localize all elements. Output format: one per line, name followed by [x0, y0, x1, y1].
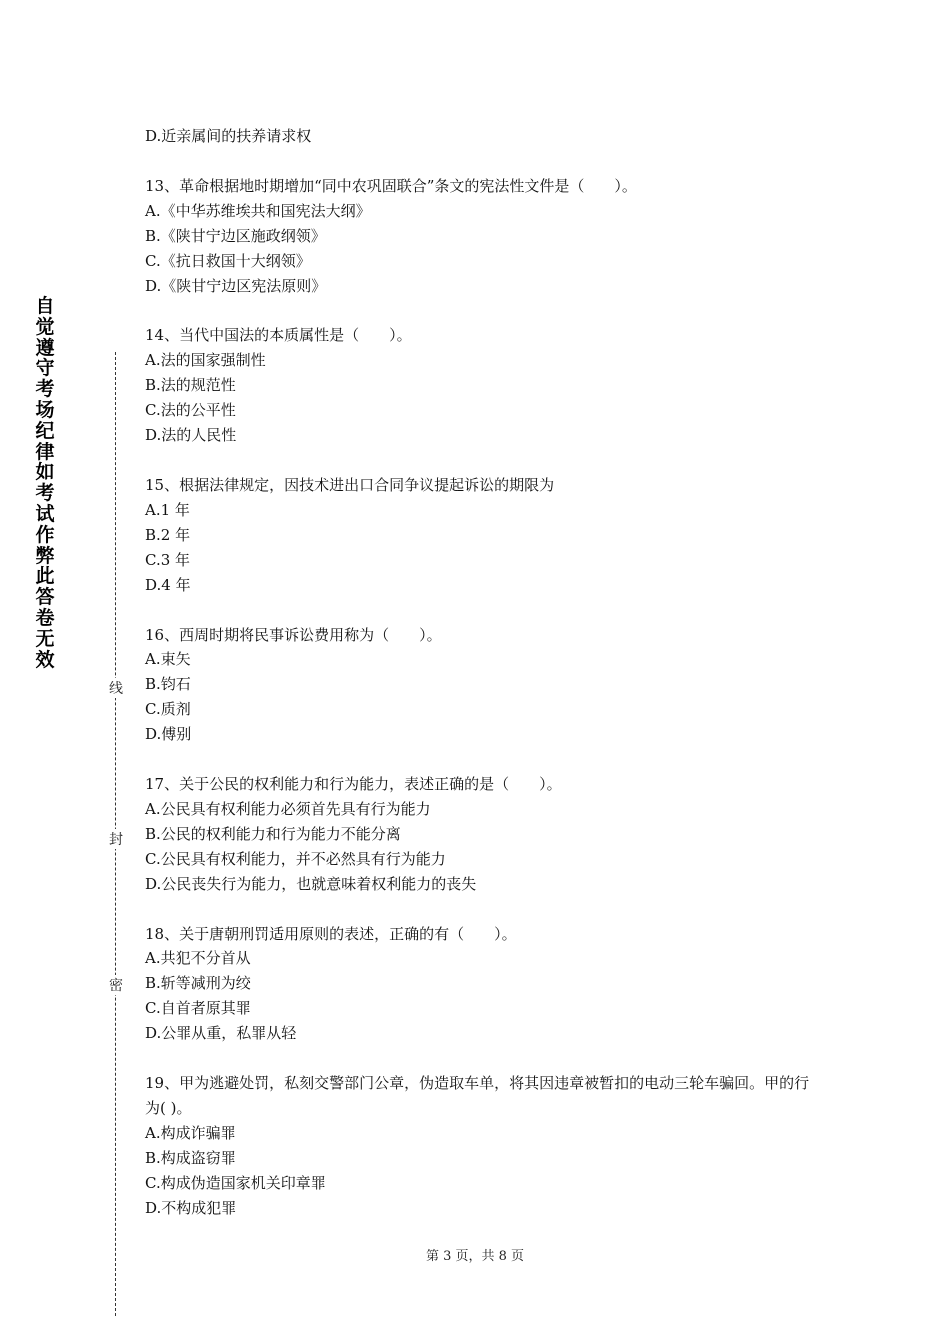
option-d: D.公民丧失行为能力，也就意味着权利能力的丧失: [145, 874, 477, 893]
option-b: B.钧石: [145, 675, 191, 694]
option-b: B.法的规范性: [145, 376, 236, 395]
option-d: D.4 年: [145, 575, 191, 594]
option-d: D.《陕甘宁边区宪法原则》: [145, 276, 327, 295]
question-17: [145, 772, 810, 897]
question-stem: 15、根据法律规定，因技术进出口合同争议提起诉讼的期限为: [145, 475, 555, 494]
exam-discipline-notice: 自觉遵守考场纪律如考试作弊此答卷无效: [35, 295, 55, 671]
question-19: [145, 1071, 810, 1220]
seal-mark-xian: 线: [107, 678, 125, 698]
previous-question-tail: [145, 124, 810, 149]
option-c: C.法的公平性: [145, 401, 236, 420]
question-18: [145, 922, 810, 1047]
question-stem: 16、西周时期将民事诉讼费用称为（ ）。: [145, 625, 442, 644]
option-a: A.束矢: [145, 650, 191, 669]
option-a: A.《中华苏维埃共和国宪法大纲》: [145, 201, 371, 220]
option-c: C.《抗日救国十大纲领》: [145, 251, 311, 270]
option-a: A.1 年: [145, 500, 190, 519]
option-c: C.质剂: [145, 700, 191, 719]
question-stem: 13、革命根据地时期增加“同中农巩固联合”条文的宪法性文件是（ ）。: [145, 176, 637, 195]
option-b: B.2 年: [145, 525, 191, 544]
question-stem: 14、当代中国法的本质属性是（ ）。: [145, 326, 412, 345]
option-a: A.共犯不分首从: [145, 949, 251, 968]
question-stem: 19、甲为逃避处罚，私刻交警部门公章，伪造取车单，将其因违章被暂扣的电动三轮车骗回。甲的行为( )。: [145, 1074, 810, 1117]
question-stem: 17、关于公民的权利能力和行为能力，表述正确的是（ ）。: [145, 775, 562, 794]
option-b: B.《陕甘宁边区施政纲领》: [145, 226, 326, 245]
question-stem: 18、关于唐朝刑罚适用原则的表述，正确的有（ ）。: [145, 924, 517, 943]
option-a: A.法的国家强制性: [145, 351, 266, 370]
option-line: D.近亲属间的扶养请求权: [145, 127, 312, 145]
seal-mark-feng: 封: [107, 829, 125, 849]
question-list: [145, 124, 810, 1221]
option-d: D.傅别: [145, 725, 192, 744]
option-a: A.公民具有权利能力必须首先具有行为能力: [145, 799, 431, 818]
option-d: D.公罪从重，私罪从轻: [145, 1024, 297, 1043]
option-c: C.自首者原其罪: [145, 999, 251, 1018]
question-14: [145, 323, 810, 448]
option-b: B.斩等减刑为绞: [145, 974, 251, 993]
option-d: D.不构成犯罪: [145, 1198, 237, 1217]
question-16: [145, 623, 810, 748]
page-number: 第 3 页，共 8 页: [425, 1249, 525, 1264]
option-c: C.公民具有权利能力，并不必然具有行为能力: [145, 849, 446, 868]
option-a: A.构成诈骗罪: [145, 1123, 236, 1142]
option-c: C.3 年: [145, 550, 191, 569]
option-c: C.构成伪造国家机关印章罪: [145, 1173, 326, 1192]
option-b: B.构成盗窃罪: [145, 1148, 236, 1167]
question-13: [145, 174, 810, 299]
question-15: [145, 473, 810, 598]
option-b: B.公民的权利能力和行为能力不能分离: [145, 824, 401, 843]
option-d: D.法的人民性: [145, 426, 237, 445]
seal-mark-mi: 密: [107, 975, 125, 995]
